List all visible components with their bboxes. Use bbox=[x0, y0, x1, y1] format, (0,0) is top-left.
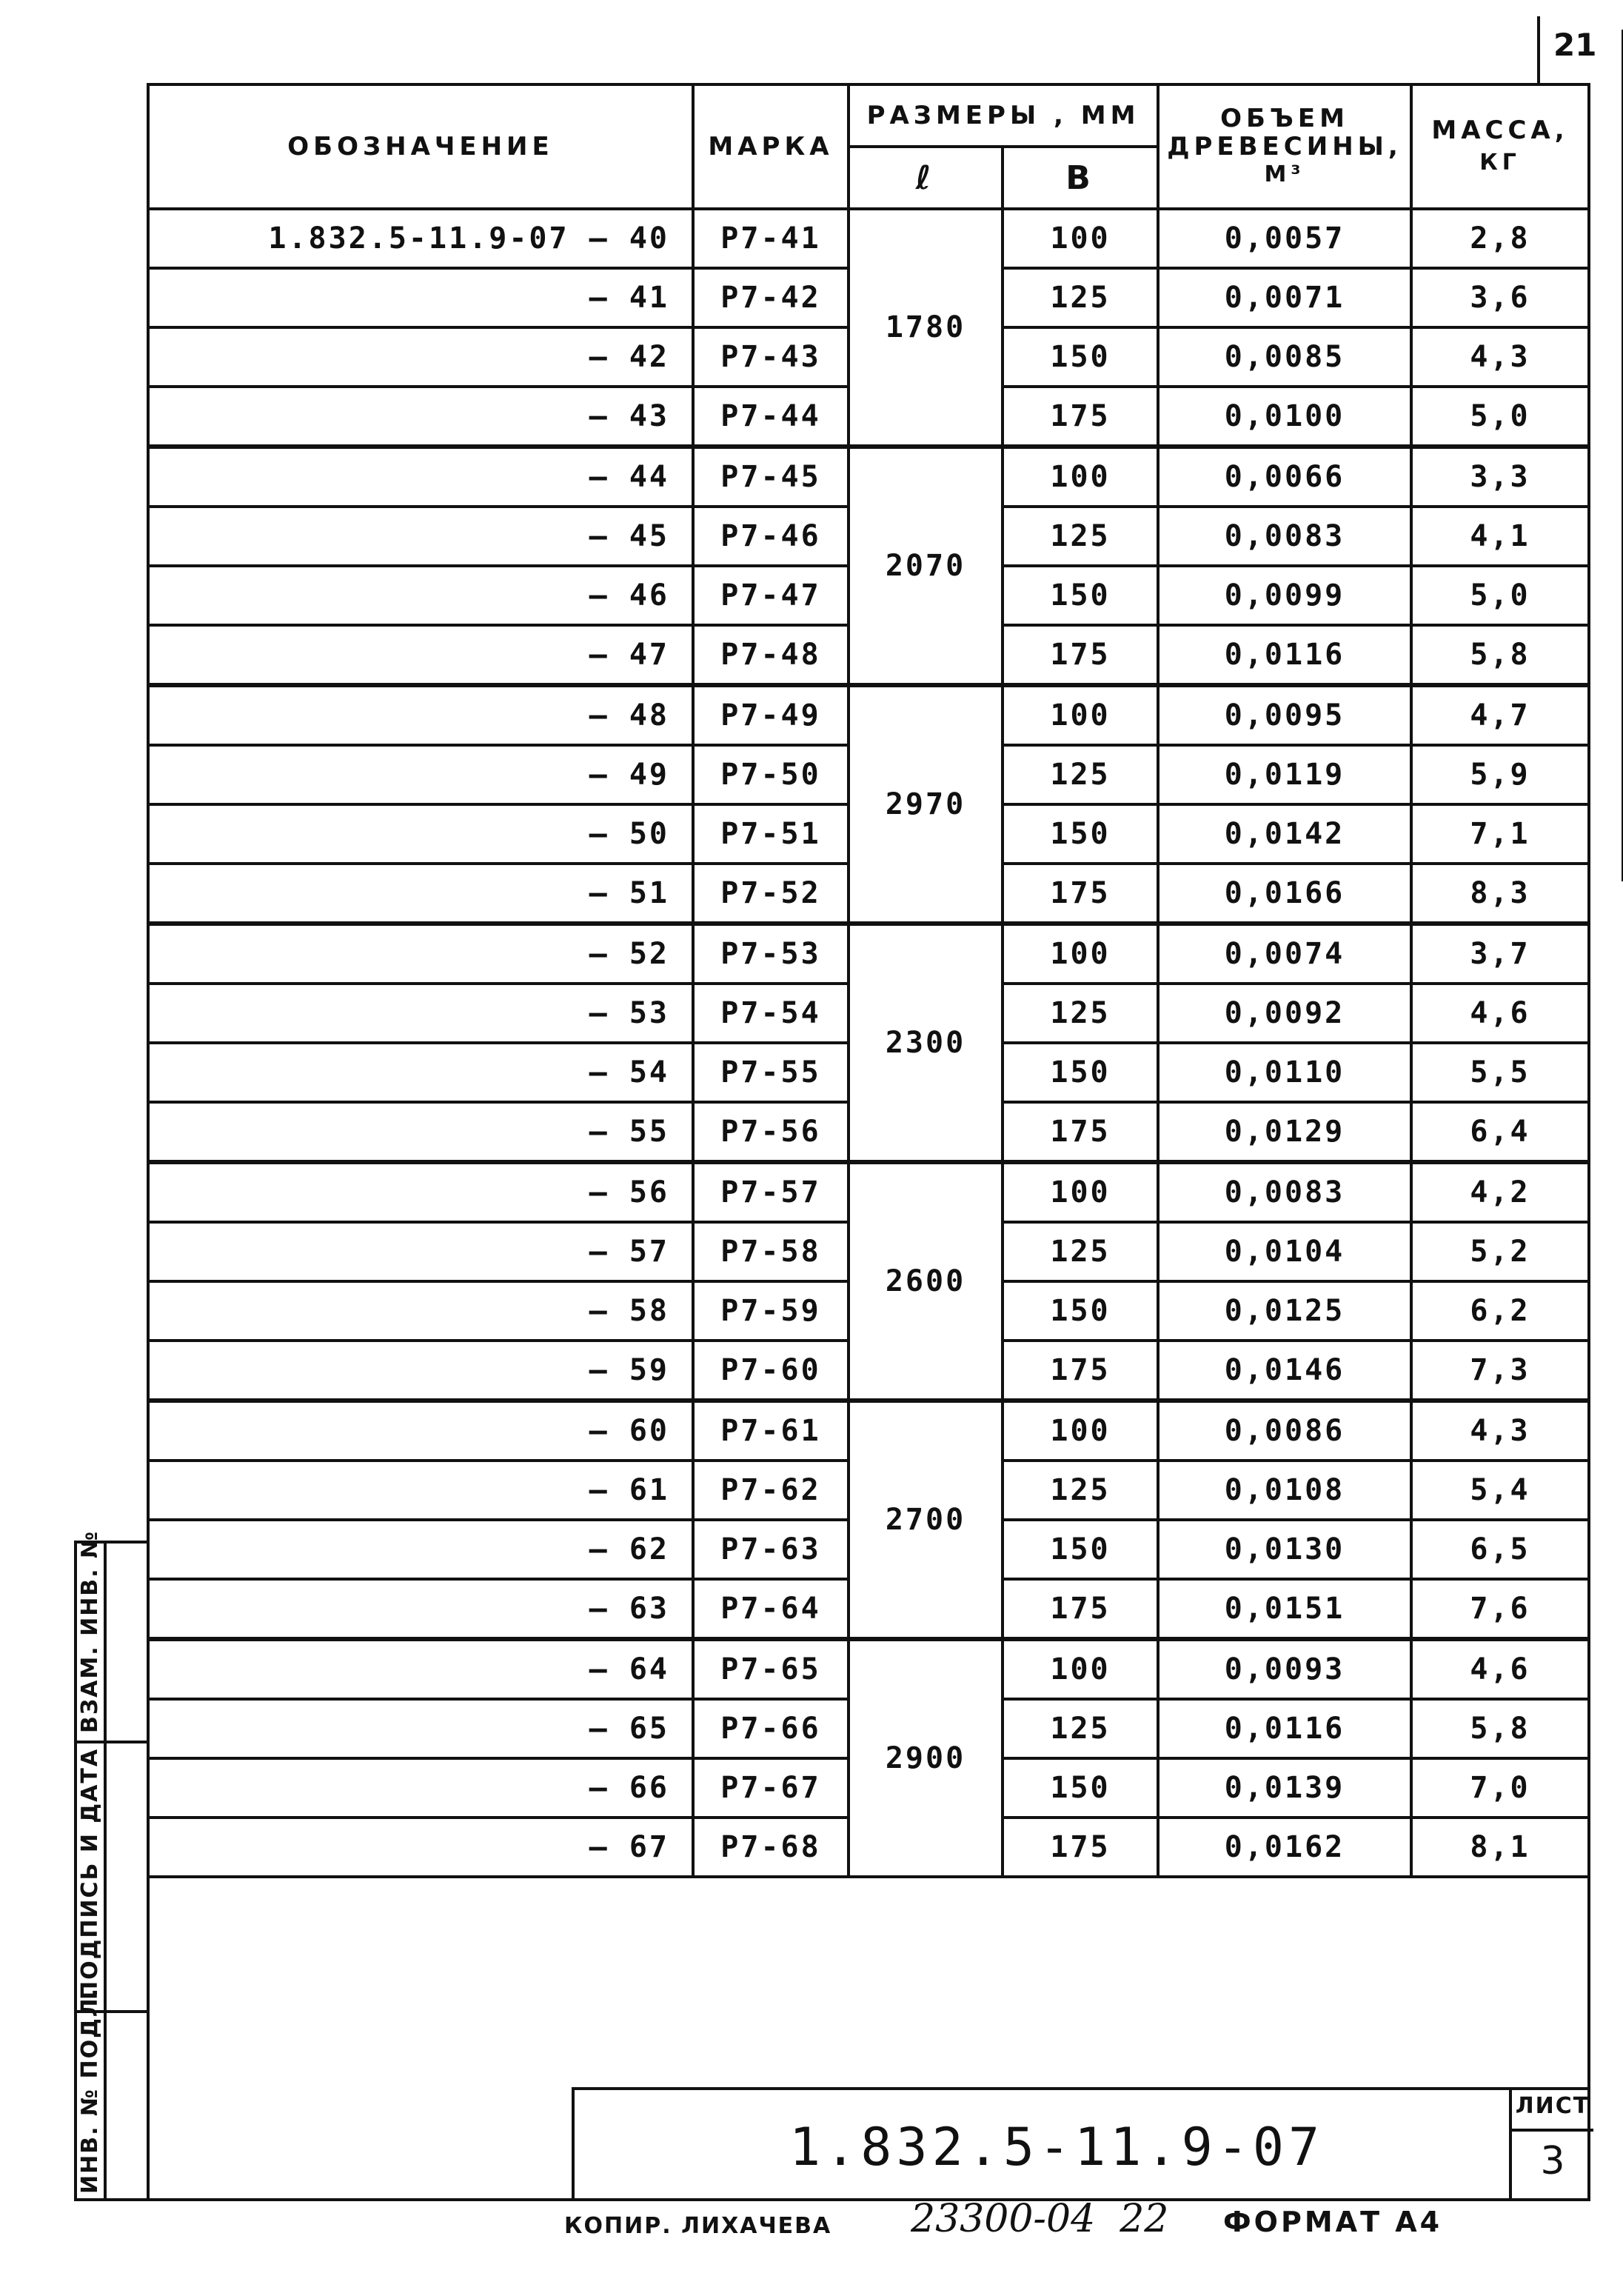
mark-cell: Р7-55 bbox=[693, 1043, 849, 1102]
mark-cell: Р7-66 bbox=[693, 1699, 849, 1758]
width-cell: 175 bbox=[1003, 1102, 1158, 1162]
length-cell: 2300 bbox=[849, 924, 1003, 1162]
mass-cell: 5,0 bbox=[1411, 566, 1589, 625]
mass-cell: 5,0 bbox=[1411, 387, 1589, 447]
designation-cell: — 60 bbox=[148, 1401, 693, 1461]
mark-cell: Р7-67 bbox=[693, 1758, 849, 1818]
volume-cell: 0,0071 bbox=[1158, 268, 1411, 327]
width-cell: 100 bbox=[1003, 447, 1158, 507]
mass-cell: 4,1 bbox=[1411, 507, 1589, 566]
width-cell: 150 bbox=[1003, 327, 1158, 387]
width-cell: 175 bbox=[1003, 625, 1158, 685]
mark-cell: Р7-51 bbox=[693, 804, 849, 864]
volume-cell: 0,0110 bbox=[1158, 1043, 1411, 1102]
table-row bbox=[148, 209, 1589, 268]
width-cell: 175 bbox=[1003, 387, 1158, 447]
mark-cell: Р7-43 bbox=[693, 327, 849, 387]
volume-cell: 0,0104 bbox=[1158, 1222, 1411, 1281]
designation-cell: — 46 bbox=[148, 566, 693, 625]
mark-cell: Р7-65 bbox=[693, 1639, 849, 1699]
mark-cell: Р7-46 bbox=[693, 507, 849, 566]
width-cell: 125 bbox=[1003, 1699, 1158, 1758]
volume-cell: 0,0129 bbox=[1158, 1102, 1411, 1162]
table-row bbox=[148, 447, 1589, 507]
volume-cell: 0,0116 bbox=[1158, 1699, 1411, 1758]
mass-cell: 5,5 bbox=[1411, 1043, 1589, 1102]
length-cell: 2700 bbox=[849, 1401, 1003, 1639]
mark-cell: Р7-68 bbox=[693, 1818, 849, 1877]
width-cell: 100 bbox=[1003, 924, 1158, 984]
sheet-label: ЛИСТ bbox=[1512, 2093, 1593, 2132]
width-cell: 150 bbox=[1003, 1520, 1158, 1579]
width-cell: 175 bbox=[1003, 864, 1158, 924]
mark-cell: Р7-50 bbox=[693, 745, 849, 804]
mark-cell: Р7-62 bbox=[693, 1461, 849, 1520]
mass-cell: 4,7 bbox=[1411, 685, 1589, 745]
volume-cell: 0,0074 bbox=[1158, 924, 1411, 984]
col-header-length: ℓ bbox=[849, 147, 1003, 209]
designation-cell: — 41 bbox=[148, 268, 693, 327]
designation-cell: — 49 bbox=[148, 745, 693, 804]
designation-cell: — 61 bbox=[148, 1461, 693, 1520]
width-cell: 100 bbox=[1003, 685, 1158, 745]
designation-cell: 1.832.5-11.9-07 — 40 bbox=[148, 209, 693, 268]
designation-cell: — 65 bbox=[148, 1699, 693, 1758]
length-cell: 2970 bbox=[849, 685, 1003, 924]
mass-cell: 3,7 bbox=[1411, 924, 1589, 984]
volume-cell: 0,0085 bbox=[1158, 327, 1411, 387]
volume-cell: 0,0146 bbox=[1158, 1341, 1411, 1401]
width-cell: 150 bbox=[1003, 566, 1158, 625]
length-cell: 2600 bbox=[849, 1162, 1003, 1401]
mass-cell: 7,1 bbox=[1411, 804, 1589, 864]
width-cell: 100 bbox=[1003, 1401, 1158, 1461]
width-cell: 150 bbox=[1003, 804, 1158, 864]
mark-cell: Р7-64 bbox=[693, 1579, 849, 1639]
designation-cell: — 56 bbox=[148, 1162, 693, 1222]
width-cell: 100 bbox=[1003, 209, 1158, 268]
mass-cell: 7,0 bbox=[1411, 1758, 1589, 1818]
page-number-box bbox=[1537, 16, 1597, 84]
sheet-cell bbox=[1509, 2090, 1593, 2201]
designation-cell: — 59 bbox=[148, 1341, 693, 1401]
mass-cell: 4,3 bbox=[1411, 1401, 1589, 1461]
mass-cell: 2,8 bbox=[1411, 209, 1589, 268]
volume-cell: 0,0130 bbox=[1158, 1520, 1411, 1579]
length-cell: 2900 bbox=[849, 1639, 1003, 1877]
mass-cell: 5,2 bbox=[1411, 1222, 1589, 1281]
volume-cell: 0,0057 bbox=[1158, 209, 1411, 268]
mass-cell: 5,4 bbox=[1411, 1461, 1589, 1520]
mark-cell: Р7-41 bbox=[693, 209, 849, 268]
designation-cell: — 66 bbox=[148, 1758, 693, 1818]
mark-cell: Р7-53 bbox=[693, 924, 849, 984]
width-cell: 150 bbox=[1003, 1043, 1158, 1102]
table-row bbox=[148, 685, 1589, 745]
mass-cell: 5,8 bbox=[1411, 1699, 1589, 1758]
volume-cell: 0,0125 bbox=[1158, 1281, 1411, 1341]
volume-cell: 0,0086 bbox=[1158, 1401, 1411, 1461]
table-row bbox=[148, 924, 1589, 984]
table-row bbox=[148, 1401, 1589, 1461]
mass-cell: 4,3 bbox=[1411, 327, 1589, 387]
volume-cell: 0,0119 bbox=[1158, 745, 1411, 804]
table-row bbox=[148, 1162, 1589, 1222]
mass-cell: 5,9 bbox=[1411, 745, 1589, 804]
width-cell: 175 bbox=[1003, 1579, 1158, 1639]
mass-cell: 3,3 bbox=[1411, 447, 1589, 507]
designation-cell: — 55 bbox=[148, 1102, 693, 1162]
col-header-mass bbox=[1411, 84, 1589, 209]
mass-header-label: МАССА, bbox=[1431, 116, 1569, 145]
side-interchange-label: ВЗАМ. ИНВ. № bbox=[77, 1529, 103, 1733]
col-header-width: В bbox=[1003, 147, 1158, 209]
mark-cell: Р7-60 bbox=[693, 1341, 849, 1401]
sheet-number: 3 bbox=[1540, 2139, 1565, 2183]
width-cell: 125 bbox=[1003, 1222, 1158, 1281]
designation-cell: — 42 bbox=[148, 327, 693, 387]
width-cell: 100 bbox=[1003, 1639, 1158, 1699]
volume-cell: 0,0100 bbox=[1158, 387, 1411, 447]
designation-cell: — 53 bbox=[148, 984, 693, 1043]
designation-cell: — 51 bbox=[148, 864, 693, 924]
mass-cell: 5,8 bbox=[1411, 625, 1589, 685]
mark-cell: Р7-52 bbox=[693, 864, 849, 924]
volume-cell: 0,0108 bbox=[1158, 1461, 1411, 1520]
volume-cell: 0,0099 bbox=[1158, 566, 1411, 625]
mass-cell: 4,2 bbox=[1411, 1162, 1589, 1222]
mass-cell: 6,5 bbox=[1411, 1520, 1589, 1579]
width-cell: 125 bbox=[1003, 268, 1158, 327]
volume-cell: 0,0139 bbox=[1158, 1758, 1411, 1818]
mark-cell: Р7-57 bbox=[693, 1162, 849, 1222]
volume-cell: 0,0083 bbox=[1158, 1162, 1411, 1222]
specification-body bbox=[148, 209, 1589, 1877]
width-cell: 175 bbox=[1003, 1341, 1158, 1401]
volume-cell: 0,0116 bbox=[1158, 625, 1411, 685]
mark-cell: Р7-44 bbox=[693, 387, 849, 447]
volume-cell: 0,0162 bbox=[1158, 1818, 1411, 1877]
designation-cell: — 62 bbox=[148, 1520, 693, 1579]
designation-cell: — 54 bbox=[148, 1043, 693, 1102]
designation-cell: — 45 bbox=[148, 507, 693, 566]
side-stamp-divider-1 bbox=[77, 1741, 147, 1743]
length-cell: 1780 bbox=[849, 209, 1003, 447]
page-number: 21 bbox=[1553, 27, 1597, 63]
designation-cell: — 52 bbox=[148, 924, 693, 984]
title-block bbox=[572, 2087, 1590, 2201]
width-cell: 125 bbox=[1003, 507, 1158, 566]
mark-cell: Р7-59 bbox=[693, 1281, 849, 1341]
mark-cell: Р7-49 bbox=[693, 685, 849, 745]
mass-cell: 8,3 bbox=[1411, 864, 1589, 924]
order-number: 23300-04 22 bbox=[911, 2197, 1169, 2241]
side-signature-label: ПОДПИСЬ И ДАТА bbox=[77, 1747, 103, 2000]
mark-cell: Р7-47 bbox=[693, 566, 849, 625]
width-cell: 125 bbox=[1003, 745, 1158, 804]
col-header-mark: МАРКА bbox=[693, 84, 849, 209]
table-row bbox=[148, 1639, 1589, 1699]
width-cell: 125 bbox=[1003, 984, 1158, 1043]
volume-cell: 0,0093 bbox=[1158, 1639, 1411, 1699]
mass-cell: 7,6 bbox=[1411, 1579, 1589, 1639]
designation-cell: — 57 bbox=[148, 1222, 693, 1281]
volume-cell: 0,0066 bbox=[1158, 447, 1411, 507]
document-code: 1.832.5-11.9-07 bbox=[789, 2117, 1325, 2177]
width-cell: 100 bbox=[1003, 1162, 1158, 1222]
mass-cell: 6,2 bbox=[1411, 1281, 1589, 1341]
designation-cell: — 50 bbox=[148, 804, 693, 864]
mark-cell: Р7-48 bbox=[693, 625, 849, 685]
volume-cell: 0,0142 bbox=[1158, 804, 1411, 864]
mark-cell: Р7-54 bbox=[693, 984, 849, 1043]
designation-cell: — 64 bbox=[148, 1639, 693, 1699]
volume-header-label: ОБЪЕМ ДРЕВЕСИНЫ, bbox=[1167, 104, 1402, 161]
specification-table bbox=[147, 83, 1590, 1878]
designation-cell: — 43 bbox=[148, 387, 693, 447]
mark-cell: Р7-56 bbox=[693, 1102, 849, 1162]
format-label: ФОРМАТ А4 bbox=[1223, 2206, 1443, 2238]
width-cell: 150 bbox=[1003, 1281, 1158, 1341]
mass-cell: 7,3 bbox=[1411, 1341, 1589, 1401]
mark-cell: Р7-63 bbox=[693, 1520, 849, 1579]
mass-cell: 6,4 bbox=[1411, 1102, 1589, 1162]
width-cell: 150 bbox=[1003, 1758, 1158, 1818]
mass-cell: 3,6 bbox=[1411, 268, 1589, 327]
mass-header-unit: КГ bbox=[1479, 150, 1521, 176]
designation-cell: — 58 bbox=[148, 1281, 693, 1341]
width-cell: 175 bbox=[1003, 1818, 1158, 1877]
designation-cell: — 63 bbox=[148, 1579, 693, 1639]
designation-cell: — 44 bbox=[148, 447, 693, 507]
side-original-label: ИНВ. № ПОДЛ. bbox=[77, 1986, 103, 2194]
mass-cell: 4,6 bbox=[1411, 1639, 1589, 1699]
mass-cell: 4,6 bbox=[1411, 984, 1589, 1043]
designation-cell: — 67 bbox=[148, 1818, 693, 1877]
col-header-designation: ОБОЗНАЧЕНИЕ bbox=[148, 84, 693, 209]
designation-cell: — 47 bbox=[148, 625, 693, 685]
length-cell: 2070 bbox=[849, 447, 1003, 685]
mark-cell: Р7-45 bbox=[693, 447, 849, 507]
mark-cell: Р7-61 bbox=[693, 1401, 849, 1461]
mass-cell: 8,1 bbox=[1411, 1818, 1589, 1877]
side-stamp-inner-line bbox=[104, 1544, 107, 2198]
col-header-dimensions: РАЗМЕРЫ , ММ bbox=[849, 84, 1158, 147]
width-cell: 125 bbox=[1003, 1461, 1158, 1520]
col-header-volume bbox=[1158, 84, 1411, 209]
designation-cell: — 48 bbox=[148, 685, 693, 745]
copied-by: КОПИР. ЛИХАЧЕВА bbox=[564, 2213, 832, 2239]
volume-cell: 0,0083 bbox=[1158, 507, 1411, 566]
mark-cell: Р7-42 bbox=[693, 268, 849, 327]
volume-cell: 0,0166 bbox=[1158, 864, 1411, 924]
volume-cell: 0,0151 bbox=[1158, 1579, 1411, 1639]
volume-cell: 0,0092 bbox=[1158, 984, 1411, 1043]
volume-header-unit: М³ bbox=[1264, 161, 1305, 187]
volume-cell: 0,0095 bbox=[1158, 685, 1411, 745]
mark-cell: Р7-58 bbox=[693, 1222, 849, 1281]
